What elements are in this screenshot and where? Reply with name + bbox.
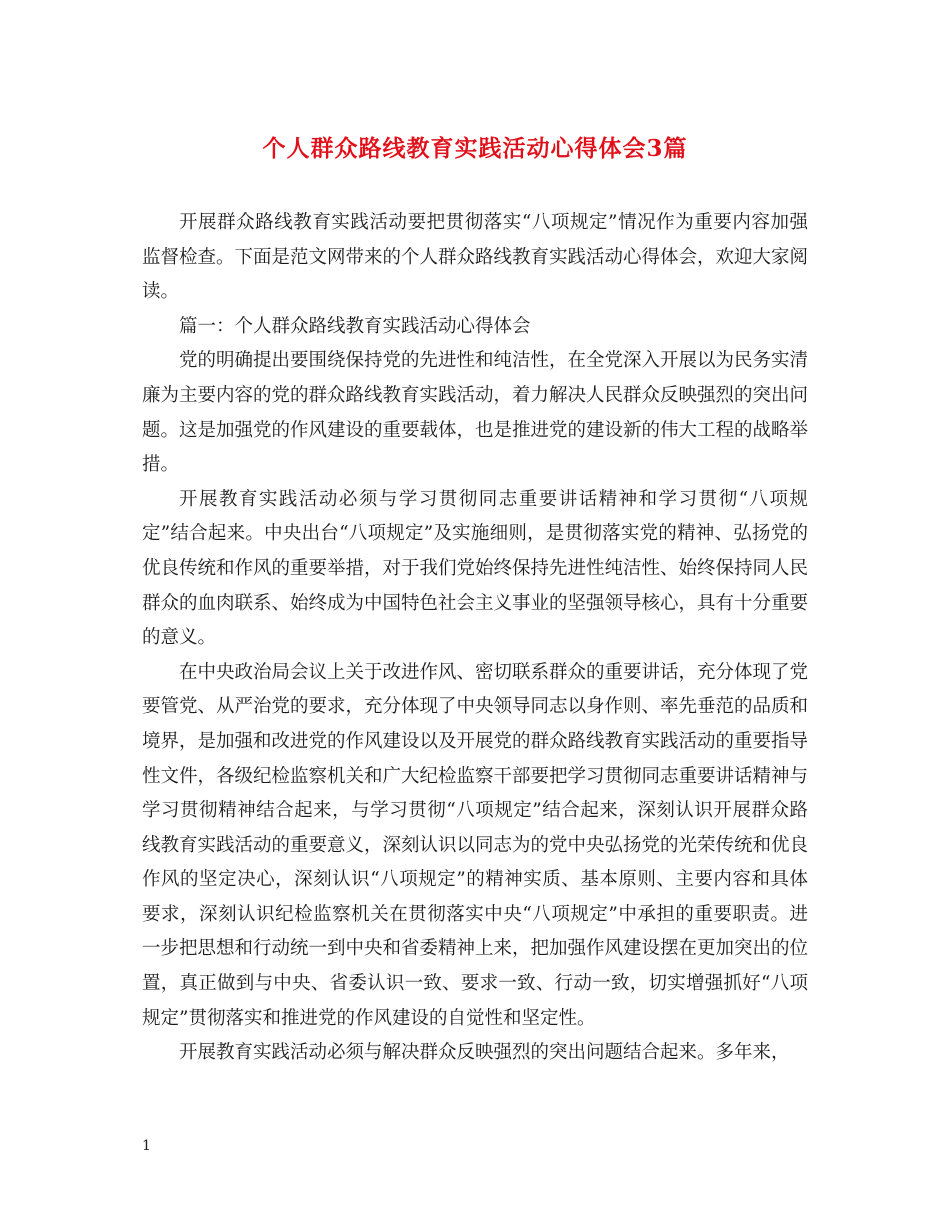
section-heading: 篇一：个人群众路线教育实践活动心得体会: [179, 315, 531, 337]
document-title: 个人群众路线教育实践活动心得体会3篇: [262, 135, 688, 162]
paragraph: 在中央政治局会议上关于改进作风、密切联系群众的重要讲话，充分体现了党要管党、从严治党的要求，充分体现了中央领导同志以身作则、率先垂范的品质和境界，是加强和改进党的作风建设以及开展党的群众路线教育实践活动的重要指导性文件，各级纪检监察机关和广大纪检监察干部要把学习贯彻同志重要讲话精神与学习贯彻精神结合起来，与学习贯彻“八项规定”结合起来，深刻认识开展群众路线教育实践活动的重要意义，深刻认识以同志为的党中央弘扬党的光荣传统和优良作风的坚定决心，深刻认识“八项规定”的精神实质、基本原则、主要内容和具体要求，深刻认识纪检监察机关在贯彻落实中央“八项规定”中承担的重要职责。进一步把思想和行动统一到中央和省委精神上来，把加强作风建设摆在更加突出的位置，真正做到与中央、省委认识一致、要求一致、行动一致，切实增强抓好“八项规定”贯彻落实和推进党的作风建设的自觉性和坚定性。: [142, 661, 809, 1029]
page-number: 1: [142, 1138, 151, 1154]
document-body: [142, 206, 808, 1071]
paragraph: 开展教育实践活动必须与解决群众反映强烈的突出问题结合起来。多年来，: [179, 1042, 790, 1064]
paragraph: 党的明确提出要围绕保持党的先进性和纯洁性，在全党深入开展以为民务实清廉为主要内容的党的群众路线教育实践活动，着力解决人民群众反映强烈的突出问题。这是加强党的作风建设的重要载体，也是推进党的建设新的伟大工程的战略举措。: [142, 350, 809, 476]
paragraph-intro: 开展群众路线教育实践活动要把贯彻落实“八项规定”情况作为重要内容加强监督检查。下面是范文网带来的个人群众路线教育实践活动心得体会，欢迎大家阅读。: [142, 212, 809, 303]
paragraph: 开展教育实践活动必须与学习贯彻同志重要讲话精神和学习贯彻“八项规定”结合起来。中央出台“八项规定”及实施细则，是贯彻落实党的精神、弘扬党的优良传统和作风的重要举措，对于我们党始终保持先进性纯洁性、始终保持同人民群众的血肉联系、始终成为中国特色社会主义事业的坚强领导核心，具有十分重要的意义。: [142, 488, 809, 649]
